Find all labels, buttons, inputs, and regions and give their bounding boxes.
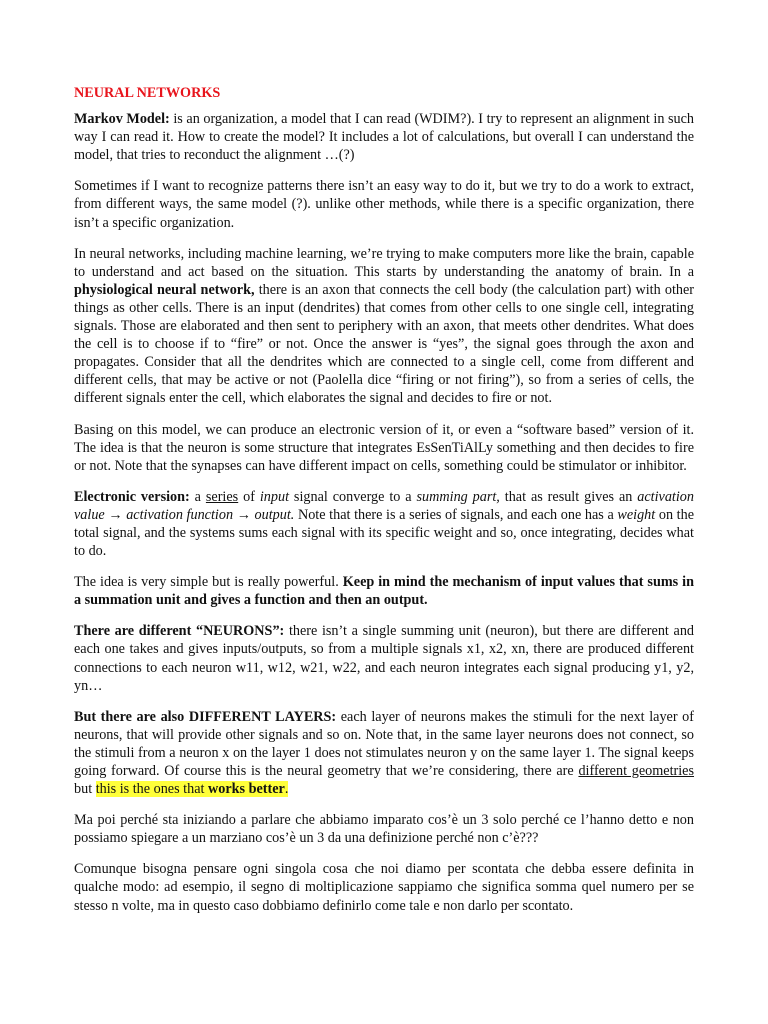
text-run: signal converge to a bbox=[289, 488, 417, 505]
text-run: Basing on this model, we can produce an electronic version of it, or even a “software based” version of it. The idea is that the neuron is some structure that integrates EsSenTiAlLy something and then decides to fire or not. Note that the synapses can have different impact on cells, something could be stimulator or inhibitor. bbox=[74, 421, 694, 474]
text-run: Sometimes if I want to recognize patterns there isn’t an easy way to do it, but we try to do a work to extract, from different ways, the same model (?). unlike other methods, while there is a specific organization, there isn’t a specific organization. bbox=[74, 178, 694, 231]
text-run: series bbox=[205, 488, 239, 505]
text-run: each layer of neurons makes the stimuli for the next layer of neurons, that will provide other signals and so on. Note that, in the same layer neurons does not connect, so the stimuli from a neuron x on the layer 1 does not stimulates neuron y on the same layer 1. The signal keeps going forward. Of course this is the neural geometry that we’re considering, there are bbox=[74, 708, 695, 779]
document-body bbox=[74, 110, 694, 915]
text-run: on the total signal, and the systems sums each signal with its specific weight and so, once integrating, decides what to do. bbox=[74, 506, 695, 560]
text-run: that as result gives an bbox=[499, 488, 638, 505]
text-run: this is the ones that bbox=[95, 781, 208, 798]
text-run: The idea is very simple but is really powerful. bbox=[74, 574, 343, 591]
text-run: Note that there is a series of signals, and each one has a bbox=[294, 506, 618, 523]
text-run: of bbox=[238, 488, 260, 505]
text-run: There are different “NEURONS”: bbox=[74, 623, 285, 640]
text-run: summing part, bbox=[416, 488, 500, 505]
text-run: activation value bbox=[74, 488, 694, 523]
text-run: there isn’t a single summing unit (neuron), but there are different and each one takes and gives inputs/outputs, so from a multiple signals x1, x2, xn, there are produced different connections to each neuron w11, w12, w21, w22, and each neuron integrates each signal producing y1, y2, yn… bbox=[74, 623, 695, 694]
paragraph bbox=[74, 245, 694, 408]
paragraph bbox=[74, 708, 694, 798]
paragraph bbox=[74, 177, 694, 231]
paragraph bbox=[74, 622, 694, 694]
paragraph bbox=[74, 860, 694, 914]
text-run: But there are also DIFFERENT LAYERS: bbox=[74, 708, 337, 725]
paragraph bbox=[74, 110, 694, 164]
text-run: → bbox=[104, 506, 127, 523]
document-page bbox=[74, 84, 694, 928]
paragraph bbox=[74, 573, 694, 609]
text-run: Ma poi perché sta iniziando a parlare che abbiamo imparato cos’è un 3 solo perché ce l’hanno detto e non possiamo spiegare a un marziano cos’è un 3 da una definizione perché non c’è??? bbox=[74, 812, 694, 847]
text-run: Comunque bisogna pensare ogni singola cosa che noi diamo per scontata che debba essere definita in qualche modo: ad esempio, il segno di moltiplicazione sappiamo che significa somma quel numero per se stesso n volte, ma in questo caso dobbiamo definirlo come tale e non darlo per scontato. bbox=[74, 861, 694, 914]
text-run: different geometries bbox=[578, 763, 695, 779]
text-run: is an organization, a model that I can read (WDIM?). I try to represent an alignment in such way I can read it. How to create the model? It includes a lot of calculations, but overall I can understand the model, that tries to reconduct the alignment …(?) bbox=[74, 111, 694, 164]
text-run: → bbox=[233, 506, 255, 523]
text-run: works better bbox=[208, 781, 285, 798]
text-run: physiological neural network, bbox=[74, 281, 255, 298]
paragraph bbox=[74, 811, 694, 847]
text-run: input bbox=[259, 488, 290, 505]
paragraph bbox=[74, 421, 694, 475]
text-run: Keep in mind the mechanism of input values that sums in a summation unit and gives a function and then an output. bbox=[74, 574, 694, 609]
text-run: but bbox=[74, 781, 96, 798]
text-run: weight bbox=[617, 506, 656, 523]
text-run: . bbox=[284, 781, 289, 798]
document-title: NEURAL NETWORKS bbox=[74, 85, 221, 101]
text-run: output. bbox=[254, 506, 295, 523]
paragraph bbox=[74, 488, 694, 560]
text-run: Electronic version: bbox=[74, 488, 190, 505]
text-run: Markov Model: bbox=[74, 111, 170, 128]
text-run: activation function bbox=[126, 506, 234, 523]
text-run: there is an axon that connects the cell body (the calculation part) with other things as other cells. There is an input (dendrites) that comes from other cells to one single cell, integrating signals. Those are elaborated and then sent to periphery with an axon, that meets other dendrites. What does the cell is to choose if to “fire” or not. Once the answer is “yes”, the signal goes through the axon and propagates. Consider that all the dendrites which are connected to a single cell, come from different and different cells, that may be active or not (Paolella dice “firing or not firing”), so from a series of cells, the different signals enter the cell, which elaborates the signal and decides to fire or not. bbox=[74, 281, 694, 407]
text-run: a bbox=[189, 488, 206, 505]
text-run: In neural networks, including machine learning, we’re trying to make computers more like the brain, capable to understand and act based on the situation. This starts by understanding the anatomy of brain. In a bbox=[74, 245, 694, 280]
